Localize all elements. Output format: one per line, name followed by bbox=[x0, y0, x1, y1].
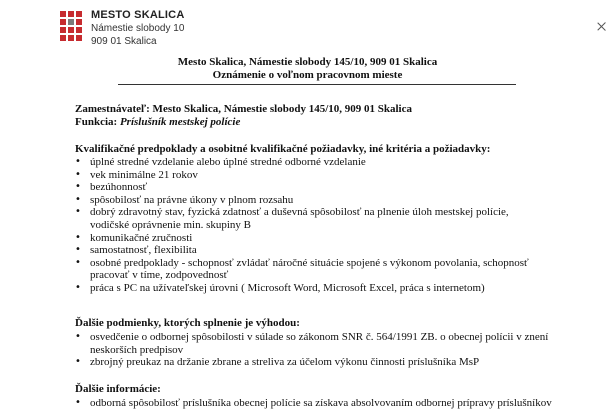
list-item: • osobné predpoklady - schopnosť zvládať náročné situácie spojené s výkonom povolania, schopnosť pracovať v tíme, zodpovednosť bbox=[75, 257, 557, 282]
info-title: Ďalšie informácie: bbox=[75, 383, 161, 395]
list-item: • zbrojný preukaz na držanie zbrane a streliva za účelom výkonu činnosti príslušníka MsP bbox=[75, 356, 557, 369]
logo-name: MESTO SKALICA bbox=[91, 9, 185, 21]
list-item: • komunikačné zručnosti bbox=[75, 232, 557, 245]
employer-line: Zamestnávateľ: Mesto Skalica, Námestie slobody 145/10, 909 01 Skalica bbox=[75, 103, 412, 115]
info-list bbox=[75, 397, 565, 410]
list-item: • práca s PC na užívateľskej úrovni ( Microsoft Word, Microsoft Excel, práca s internetom) bbox=[75, 282, 557, 295]
list-item: • osvedčenie o odbornej spôsobilosti v súlade so zákonom SNR č. 564/1991 ZB. o obecnej polícii v znení neskorších predpisov bbox=[75, 331, 557, 356]
list-item: • vek minimálne 21 rokov bbox=[75, 169, 557, 182]
requirements-list bbox=[75, 156, 557, 295]
logo-text bbox=[91, 9, 184, 48]
document-heading-address: Mesto Skalica, Námestie slobody 145/10, 909 01 Skalica bbox=[177, 56, 438, 68]
heading-divider bbox=[118, 84, 516, 85]
function-value: Príslušník mestskej polície bbox=[119, 116, 241, 128]
list-item: • odborná spôsobilosť príslušníka obecnej polície sa získava absolvovaním odbornej prípravy príslušníkov bbox=[75, 397, 565, 410]
list-item: • spôsobilosť na právne úkony v plnom rozsahu bbox=[75, 194, 557, 207]
requirements-title: Kvalifikačné predpoklady a osobitné kvalifikačné požiadavky, iné kritéria a požiadavky: bbox=[75, 143, 491, 155]
logo-address: Námestie slobody 10 bbox=[91, 23, 185, 34]
document-title: Oznámenie o voľnom pracovnom mieste bbox=[212, 69, 403, 81]
conditions-list bbox=[75, 331, 557, 369]
list-item: • dobrý zdravotný stav, fyzická zdatnosť a duševná spôsobilosť na plnenie úloh mestskej polície, vodičské oprávnenie min. skupiny B bbox=[75, 206, 557, 231]
logo-squares-icon bbox=[60, 11, 82, 41]
logo-postcode: 909 01 Skalica bbox=[91, 36, 157, 47]
city-logo bbox=[60, 9, 184, 48]
conditions-title: Ďalšie podmienky, ktorých splnenie je výhodou: bbox=[75, 317, 300, 329]
close-icon[interactable] bbox=[597, 22, 606, 31]
list-item: • bezúhonnosť bbox=[75, 181, 557, 194]
list-item: • úplné stredné vzdelanie alebo úplné stredné odborné vzdelanie bbox=[75, 156, 557, 169]
function-label: Funkcia: bbox=[75, 116, 118, 128]
list-item: • samostatnosť, flexibilita bbox=[75, 244, 557, 257]
function-line bbox=[75, 116, 240, 129]
